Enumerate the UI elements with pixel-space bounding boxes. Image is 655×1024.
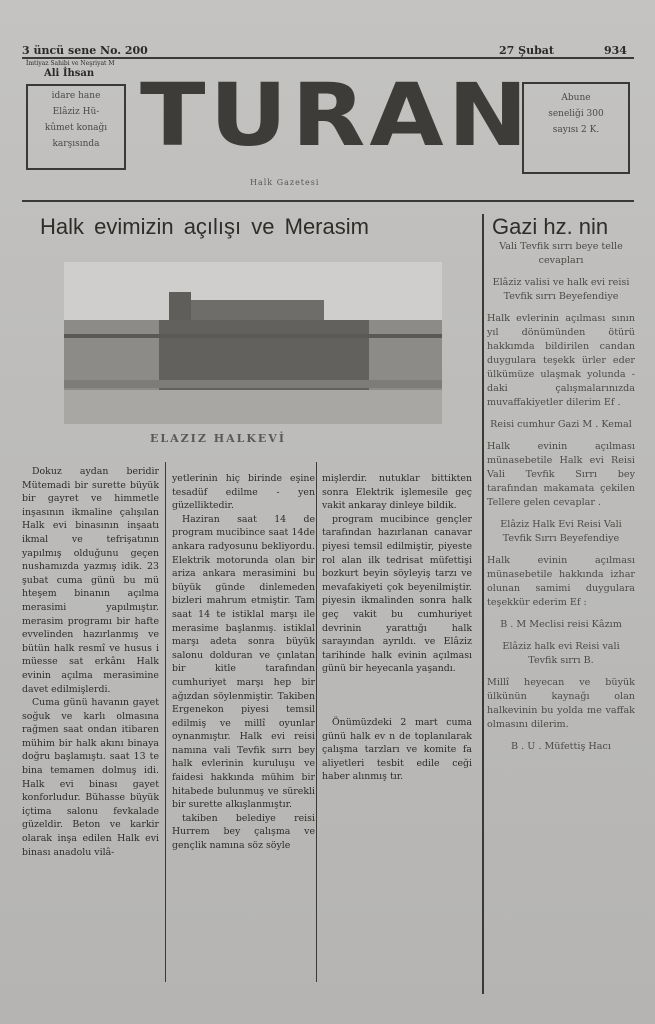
side-block: Halk evlerinin açılması sının yıl dönümünden ötürü hakkımda bildirilen candan duygulara teşekk ürler eder ülkümüze ulaşmak yolunda - daki çalışmalarınızda muvaffakiyetler dilerim Ef . [487,313,635,408]
subscription-line: seneliği 300 [548,109,604,119]
photo-caption: ELAZIZ HALKEVİ [150,432,286,445]
main-headline: Halk evimizin açılışı ve Merasim [40,214,369,239]
column-rule [165,462,166,982]
side-block: Reisi cumhur Gazi M . Kemal [490,419,632,430]
issue-year: 934 [604,44,627,57]
paragraph: mişlerdir. nutuklar bittikten sonra Elektrik işlemesile geç vakit ankaray dinleye bildik. [322,473,472,512]
subscription-line: sayısı 2 K. [552,125,600,135]
address-line: karşısında [52,139,100,149]
paragraph: program mucibince gençler tarafından hazırlanan canavar piyesi temsil edilmiştir, piyeste rol alan ilk tedrisat müfettişi bozkurt beyin söyleyiş tarzı ve mevafakiyeti çok beyenilmiştir. piyesin ikmalinden sonra halk geç vakit bu cumhuriyet devrinin yarattığı halk sarayından ayrıldı. ve Elâziz tarihinde halk evinin açılması günü bir heyecanla yaşandı. [322,513,472,675]
side-column [487,240,635,762]
article-column-2 [172,472,315,853]
owner-name: Ali İhsan [44,68,95,79]
address-box [26,84,126,170]
side-block: Elâziz halk evi Reisi vali Tevfik sırrı B. [502,641,620,666]
side-block: Elâziz Halk Evi Reisi Vali Tevfik Sırrı Beyefendiye [500,519,622,544]
article-column-1 [22,465,159,859]
paragraph: takiben belediye reisi Hurrem bey çalışma ve gençlik namına söz söyle [172,812,315,852]
paper-subtitle: Halk Gazetesi [250,178,320,187]
masthead-rule [22,200,634,202]
side-block: Elâziz valisi ve halk evi reisi Tevfik sırrı Beyefendiye [492,277,630,302]
issue-date: 27 Şubat [499,44,554,57]
side-block: Halk evinin açılması münasebetile Halk evi Reisi Vali Tevfik Sırrı bey tarafından makamata çekilen Tellere gelen cevaplar . [487,441,635,508]
address-line: idare hane [51,91,101,101]
halkevi-photo [64,262,442,424]
paragraph: Haziran saat 14 de program mucibince saat 14de ankara radyosunu bekliyordu. Elektrik motorunda olan bir ariza ankara merasimini bu büyük günde dinlemeden bizleri mahrum etmiştir. Tam saat 14 te istiklal marşı ile merasime başlanmış. istiklal marşı adeta sonra büyük salonu dolduran ve çınlatan bir kitle tarafından cumhuriyet marşı hep bir ağızdan söylenmiştir. Takiben Ergenekon piyesi temsil edilmiş ve millî oyunlar oynanmıştır. Halk evi reisi namına vali Tevfik sırrı bey halk evlerinin kuruluşu ve faidesi hakkında mühim bir hitabede bulunmuş ve sürekli bir surette alkışlanmıştır. [172,513,315,811]
top-rule [22,57,634,59]
side-block: B . U . Müfettiş Hacı [511,741,611,752]
article-column-3 [322,472,472,784]
paragraph: Dokuz aydan beridir Mütemadi bir surette büyük bir gayret ve himmetle inşasının ikmaline çalışılan Halk evi binasının inşaatı ikmal ve tefrişatının yapılmış olduğunu geçen nushamızda yazmış idik. 23 şubat cuma günü bu mü hteşem binanın açılma merasimi yapılmıştır. merasim programı bir hafte evvelinden hazırlanmış ve bütün halk resmî ve husus i müesse sat erkânı Halk evinin açılma merasimine davet edilmişlerdi. [22,466,159,695]
side-block: Vali Tevfik sırrı beye telle cevapları [499,241,623,266]
paragraph: Önümüzdeki 2 mart cuma günü halk ev n de toplanılarak çalışma tarzları ve komite fa aliyetleri tesbit edile ceği haber alınmış tır. [322,716,472,783]
side-block: Halk evinin açılması münasebetile hakkında izhar olunan samimi duygulara teşekkür ederim Ef : [487,555,635,608]
subscription-box [522,82,630,174]
building-image [64,262,442,424]
side-block: B . M Meclisi reisi Kâzım [500,619,622,630]
owner-label: İmtiyaz Sahibi ve Neşriyat M [26,60,115,67]
address-line: Elâziz Hü- [52,107,100,117]
subscription-line: Abune [561,93,591,103]
issue-number: 3 üncü sene No. 200 [22,44,148,57]
column-rule [316,462,317,982]
side-headline: Gazi hz. nin [492,214,609,239]
side-block: Millî heyecan ve büyük ülkünün kaynağı olan halkevinin bu yolda me vaffak olmasını dilerim. [487,677,635,730]
masthead-title: TURAN [140,64,532,166]
paragraph: Cuma günü havanın gayet soğuk ve karlı olmasına rağmen saat ondan itibaren mühim bir halk akını binaya doğru başlamıştı. saat 13 te bina temamen dolmuş idi. Halk evi binası gayet konforludur. Bühasse büyük içtima salonu fevkalade güzeldir. Beton ve karkir olarak inşa edilen Halk evi binası anadolu vilâ- [22,697,159,858]
side-column-rule [482,214,484,994]
paragraph: yetlerinin hiç birinde eşine tesadüf edilme - yen güzelliktedir. [172,473,315,512]
address-line: kûmet konağı [44,123,108,133]
